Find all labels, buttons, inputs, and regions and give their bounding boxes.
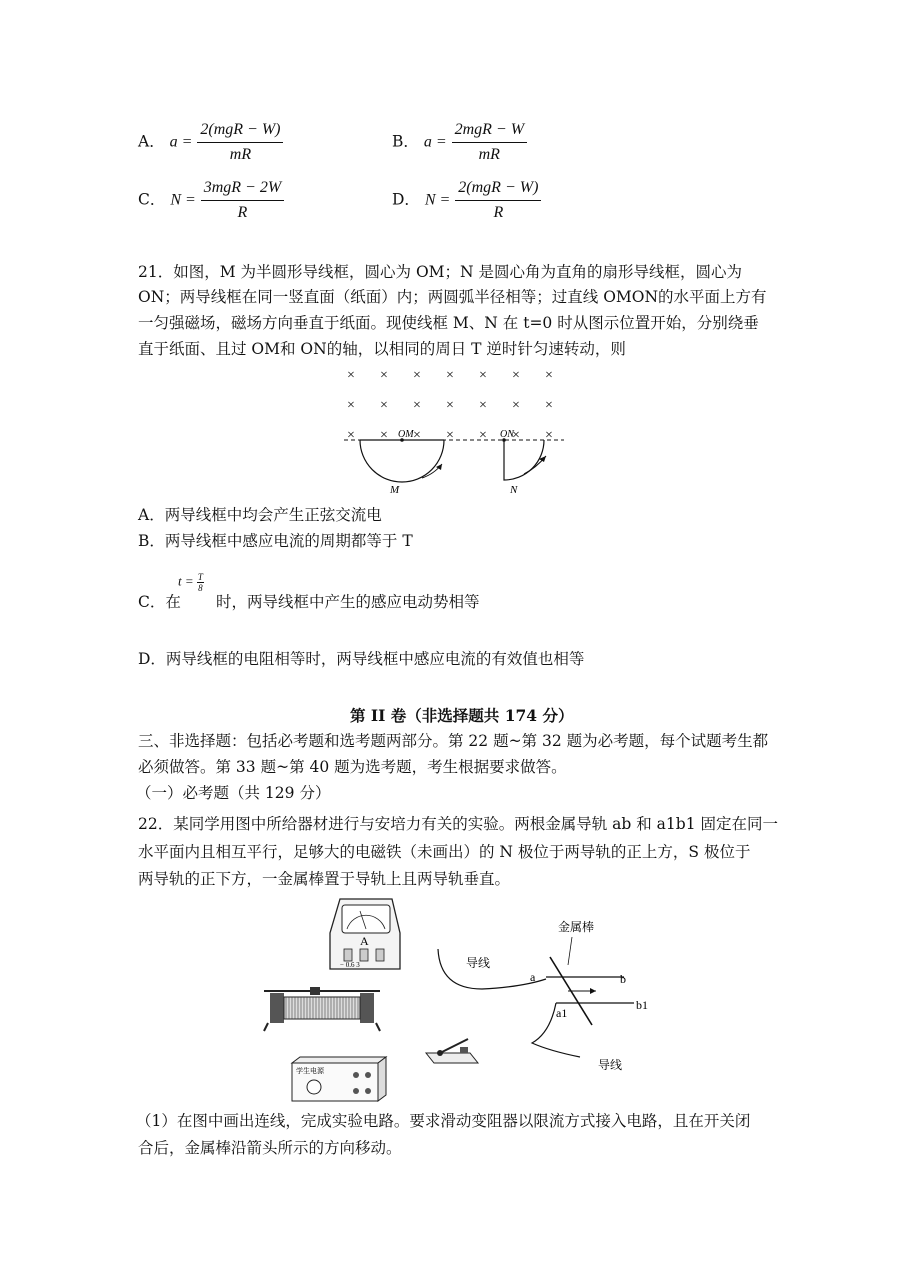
q21-line-1: 21．如图，M 为半圆形导线框，圆心为 OM；N 是圆心角为直角的扇形导线框，圆心为: [138, 263, 743, 281]
field-cross: ×: [512, 428, 520, 443]
field-cross: ×: [380, 368, 388, 383]
q21-option-c-equation: t = $\frac{T}{8}$: [178, 572, 203, 593]
magnetic-field-figure: [338, 362, 570, 498]
ammeter-icon: [330, 899, 400, 969]
field-cross: ×: [446, 428, 454, 443]
switch-icon: [426, 1039, 478, 1063]
fraction: $\frac{\text{2mgR − W}}{mR}$: [452, 120, 527, 165]
label-b1: b1: [636, 998, 648, 1012]
field-cross: ×: [479, 398, 487, 413]
option-a-20: A． a = $\frac{\text{2(mgR − W)}}{mR}$: [138, 120, 283, 165]
label-n: N: [510, 484, 518, 496]
field-cross: ×: [446, 398, 454, 413]
wire-label-top: 导线: [466, 956, 491, 970]
field-cross: ×: [545, 398, 553, 413]
field-crosses: [347, 368, 553, 443]
label-on: ON: [500, 429, 514, 440]
field-cross: ×: [347, 368, 355, 383]
field-cross: ×: [479, 428, 487, 443]
rod-label: 金属棒: [558, 920, 595, 934]
fraction: $\frac{\text{2(mgR − W)}}{R}$: [455, 178, 541, 223]
power-supply-label: 学生电源: [296, 1067, 324, 1075]
q21-option-c-text: 时，两导线框中产生的感应电动势相等: [216, 593, 480, 611]
q22-sub1-line-1: （1）在图中画出连线，完成实验电路。要求滑动变阻器以限流方式接入电路，且在开关闭: [136, 1112, 751, 1130]
required-heading: （一）必考题（共 129 分）: [136, 784, 331, 802]
q21-line-2: ON；两导线框在同一竖直面（纸面）内；两圆弧半径相等；过直线 OMON的水平面上方有: [138, 288, 767, 306]
field-cross: ×: [545, 428, 553, 443]
q21-option-a: A．两导线框中均会产生正弦交流电: [138, 506, 382, 524]
power-supply-icon: [292, 1057, 386, 1101]
intro-line-2: 必须做答。第 33 题~第 40 题为选考题，考生根据要求做答。: [138, 758, 567, 776]
field-cross: ×: [380, 398, 388, 413]
q21-option-c-prefix: C．在: [138, 593, 181, 611]
q21-line-3: 一匀强磁场，磁场方向垂直于纸面。现使线框 M、N 在 t=0 时从图示位置开始，分别绕垂: [138, 314, 759, 332]
q21-line-4: 直于纸面、且过 OM和 ON的轴，以相同的周日 T 逆时针匀速转动，则: [138, 340, 626, 358]
ammeter-terminal-labels: − 0.6 3: [340, 961, 360, 969]
frame-m: [360, 440, 444, 482]
fraction: $\frac{\text{2(mgR − W)}}{mR}$: [197, 120, 283, 165]
field-cross: ×: [413, 398, 421, 413]
field-cross: ×: [380, 428, 388, 443]
rheostat-icon: [264, 987, 380, 1031]
option-b-20: B． a = $\frac{\text{2mgR − W}}{mR}$: [392, 120, 527, 165]
field-cross: ×: [512, 398, 520, 413]
label-m: M: [390, 484, 400, 496]
apparatus-figure: [250, 893, 690, 1105]
section-title: 第 II 卷（非选择题共 174 分）: [350, 706, 574, 725]
field-cross: ×: [446, 368, 454, 383]
option-d-20: D． N = $\frac{\text{2(mgR − W)}}{R}$: [392, 178, 541, 223]
field-cross: ×: [479, 368, 487, 383]
option-c-20: C． N = $\frac{\text{3mgR − 2W}}{R}$: [138, 178, 284, 223]
q22-sub1-line-2: 合后，金属棒沿箭头所示的方向移动。: [138, 1139, 402, 1157]
field-cross: ×: [347, 428, 355, 443]
field-cross: ×: [413, 368, 421, 383]
wire-label-bottom: 导线: [598, 1058, 623, 1072]
ammeter-letter: A: [360, 934, 369, 948]
intro-line-1: 三、非选择题：包括必考题和选考题两部分。第 22 题~第 32 题为必考题，每个试题考生都: [138, 732, 769, 750]
q22-line-2: 水平面内且相互平行，足够大的电磁铁（未画出）的 N 极位于两导轨的正上方，S 极位于: [138, 843, 751, 861]
label-a1: a1: [556, 1006, 568, 1020]
label-b: b: [620, 972, 626, 986]
label-om: OM: [398, 429, 414, 440]
field-cross: ×: [545, 368, 553, 383]
field-cross: ×: [413, 428, 421, 443]
label-a: a: [530, 970, 536, 984]
fraction: $\frac{\text{3mgR − 2W}}{R}$: [201, 178, 284, 223]
field-cross: ×: [347, 398, 355, 413]
field-cross: ×: [512, 368, 520, 383]
q22-line-1: 22．某同学用图中所给器材进行与安培力有关的实验。两根金属导轨 ab 和 a1b1 固定在同一: [138, 815, 778, 833]
q22-line-3: 两导轨的正下方，一金属棒置于导轨上且两导轨垂直。: [138, 870, 511, 888]
q21-option-d: D．两导线框的电阻相等时，两导线框中感应电流的有效值也相等: [138, 650, 585, 668]
q21-option-b: B．两导线框中感应电流的周期都等于 T: [138, 532, 413, 550]
